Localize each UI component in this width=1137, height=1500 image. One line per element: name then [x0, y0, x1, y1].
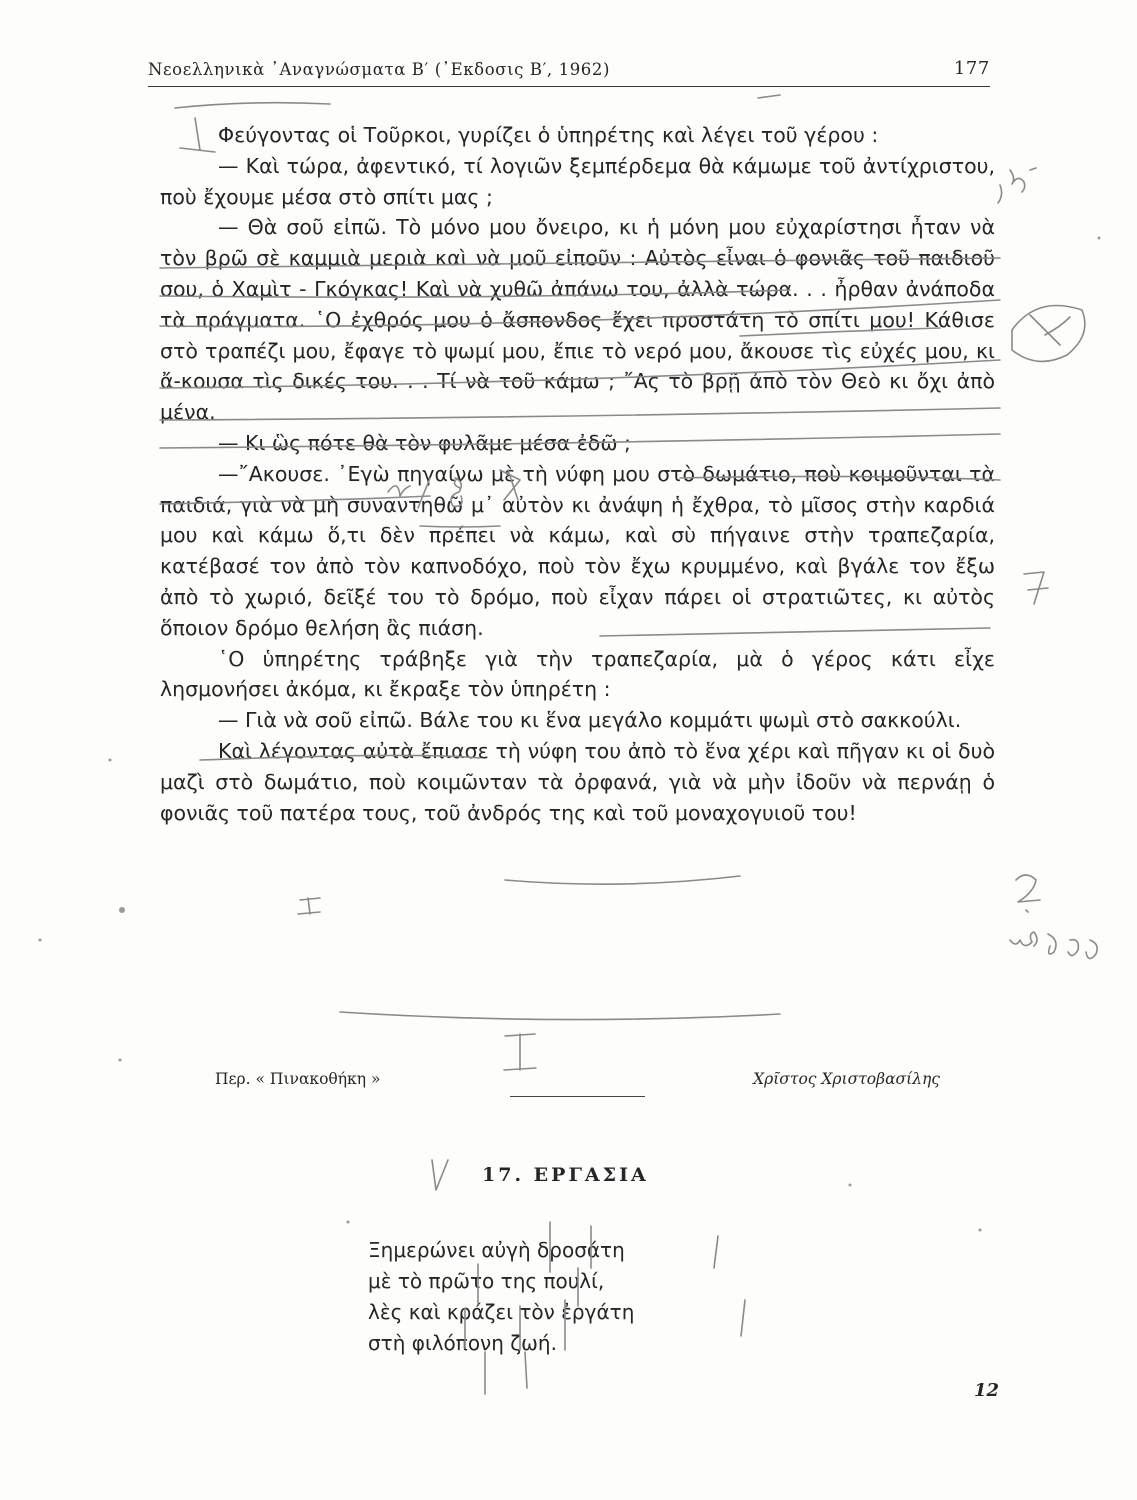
paragraph: — Γιὰ νὰ σοῦ εἰπῶ. Βάλε του κι ἕνα μεγάλο κομμάτι ψωμὶ στὸ σακκούλι.	[218, 708, 962, 733]
signature-folio: 12	[973, 1380, 999, 1401]
paragraph: ῾Ο ὑπηρέτης τράβηξε γιὰ τὴν τραπεζαρία, μὰ ὁ γέρος κάτι εἶχε λησμονήσει ἀκόμα, κι ἔκραξε τὸν ὑπηρέτη :	[160, 646, 995, 702]
pencil-underline	[505, 876, 740, 884]
paragraph: — Καὶ τώρα, ἀφεντικό, τί λογιῶν ξεμπέρδεμα θὰ κάμωμε τοῦ ἀντίχριστου, ποὺ ἔχουμε μέσα στὸ σπίτι μας ;	[160, 153, 995, 209]
pencil-margin-note	[998, 168, 1036, 203]
pencil-margin-two	[1016, 875, 1040, 912]
pencil-dot	[849, 1184, 852, 1187]
pencil-scansion-bar	[714, 1236, 718, 1268]
pencil-scansion-bar	[741, 1300, 745, 1336]
pencil-check-mark	[432, 1160, 448, 1190]
attribution-source: Περ. « Πινακοθήκη »	[215, 1070, 381, 1088]
pencil-dot	[119, 907, 125, 913]
pencil-i-mark	[504, 1034, 536, 1070]
section-divider	[510, 1096, 645, 1097]
pencil-dot	[1098, 237, 1101, 240]
pencil-mark-top-right	[758, 95, 780, 98]
pencil-dot	[109, 759, 112, 762]
attribution	[215, 1070, 940, 1094]
pencil-margin-seven	[1024, 572, 1048, 604]
paragraph: — Κι ὣς πότε θὰ τὸν φυλᾶμε μέσα ἐδῶ ;	[218, 430, 631, 455]
pencil-dot	[39, 939, 42, 942]
pencil-underline	[340, 1012, 780, 1020]
paragraph: — Θὰ σοῦ εἰπῶ. Τὸ μόνο μου ὄνειρο, κι ἡ μόνη μου εὐχαρίστησι ἦταν νὰ τὸν βρῶ σὲ καμμιὰ μεριὰ καὶ νὰ μοῦ εἰποῦν : Αὐτὸς εἶναι ὁ φονιᾶς τοῦ παιδιοῦ σου, ὁ Χαμὶτ - Γκόγκας! Καὶ νὰ χυθῶ ἀπάνω του, ἀλλὰ τώρα. . . ἦρθαν ἀνάποδα τὰ πράγματα. ῾Ο ἐχθρός μου ὁ ἄσπονδος ἔχει προστάτη τὸ σπίτι μου! Κάθισε στὸ τραπέζι μου, ἔφαγε τὸ ψωμί μου, ἔπιε τὸ νερό μου, ἄκουσε τὶς εὐχές μου, κι ἄ-κουσα τὶς δικές του. . . Τί νὰ τοῦ κάμω ; ῎Ας τὸ βρῇ ἀπὸ τὸν Θεὸ κι ὄχι ἀπὸ μένα.	[160, 215, 995, 425]
section-heading: 17. ΕΡΓΑΣΙΑ	[482, 1164, 649, 1186]
pencil-circle-mark	[1012, 306, 1085, 362]
paragraph: —῎Ακουσε. ᾿Εγὼ πηγαίνω μὲ τὴ νύφη μου στὸ δωμάτιο, ποὺ κοιμοῦνται τὰ παιδιά, γιὰ νὰ μὴ συναντηθῶ μ᾿ αὐτὸν κι ἀνάψη ἡ ἔχθρα, τὸ μῖσος στὴν καρδιά μου καὶ κάμω ὅ,τι δὲν πρέπει νὰ κάμω, καὶ σὺ πήγαινε στὴν τραπεζαρία, κατέβασέ τον ἀπὸ τὸν καπνοδόχο, ποὺ τὸν ἔχω κρυμμένο, καὶ βγάλε τον ἔξω ἀπὸ τὸ χωριό, δεῖξέ του τὸ δρόμο, ποὺ εἶχαν πάρει οἱ στρατιῶτες, κι αὐτὸς ὅποιον δρόμο θελήση ἂς πιάση.	[160, 461, 995, 640]
poem-line: λὲς καὶ κράζει τὸν ἐργάτη	[368, 1300, 635, 1324]
attribution-author: Χρῖστος Χριστοβασίλης	[753, 1070, 940, 1088]
pencil-dot	[119, 1059, 122, 1062]
header-title: Νεοελληνικὰ ᾿Αναγνώσματα Β′ (᾿Εκδοσις Β′, 1962)	[148, 60, 611, 79]
pencil-mark-top	[175, 103, 330, 108]
pencil-dot	[347, 1221, 350, 1224]
running-header	[148, 58, 990, 87]
poem-line: Ξημερώνει αὐγὴ δροσάτη	[368, 1238, 625, 1262]
poem	[368, 1235, 634, 1359]
header-page-number: 177	[953, 58, 990, 79]
poem-line: μὲ τὸ πρῶτο της πουλί,	[368, 1269, 605, 1293]
paragraph: Φεύγοντας οἱ Τοῦρκοι, γυρίζει ὁ ὑπηρέτης καὶ λέγει τοῦ γέρου :	[218, 123, 879, 147]
pencil-margin-word	[1010, 932, 1097, 959]
poem-line: στὴ φιλόπονη ζωή.	[368, 1331, 557, 1355]
pencil-i-mark	[298, 898, 320, 914]
story-text	[160, 120, 995, 828]
pencil-dot	[979, 1229, 982, 1232]
paragraph: Καὶ λέγοντας αὐτὰ ἔπιασε τὴ νύφη του ἀπὸ τὸ ἕνα χέρι καὶ πῆγαν κι οἱ δυὸ μαζὶ στὸ δωμάτιο, ποὺ κοιμῶνταν τὰ ὀρφανά, γιὰ νὰ μὴν ἰδοῦν νὰ περνάῃ ὁ φονιᾶς τοῦ πατέρα τους, τοῦ ἀνδρός της καὶ τοῦ μοναχογυιοῦ του!	[160, 738, 995, 825]
